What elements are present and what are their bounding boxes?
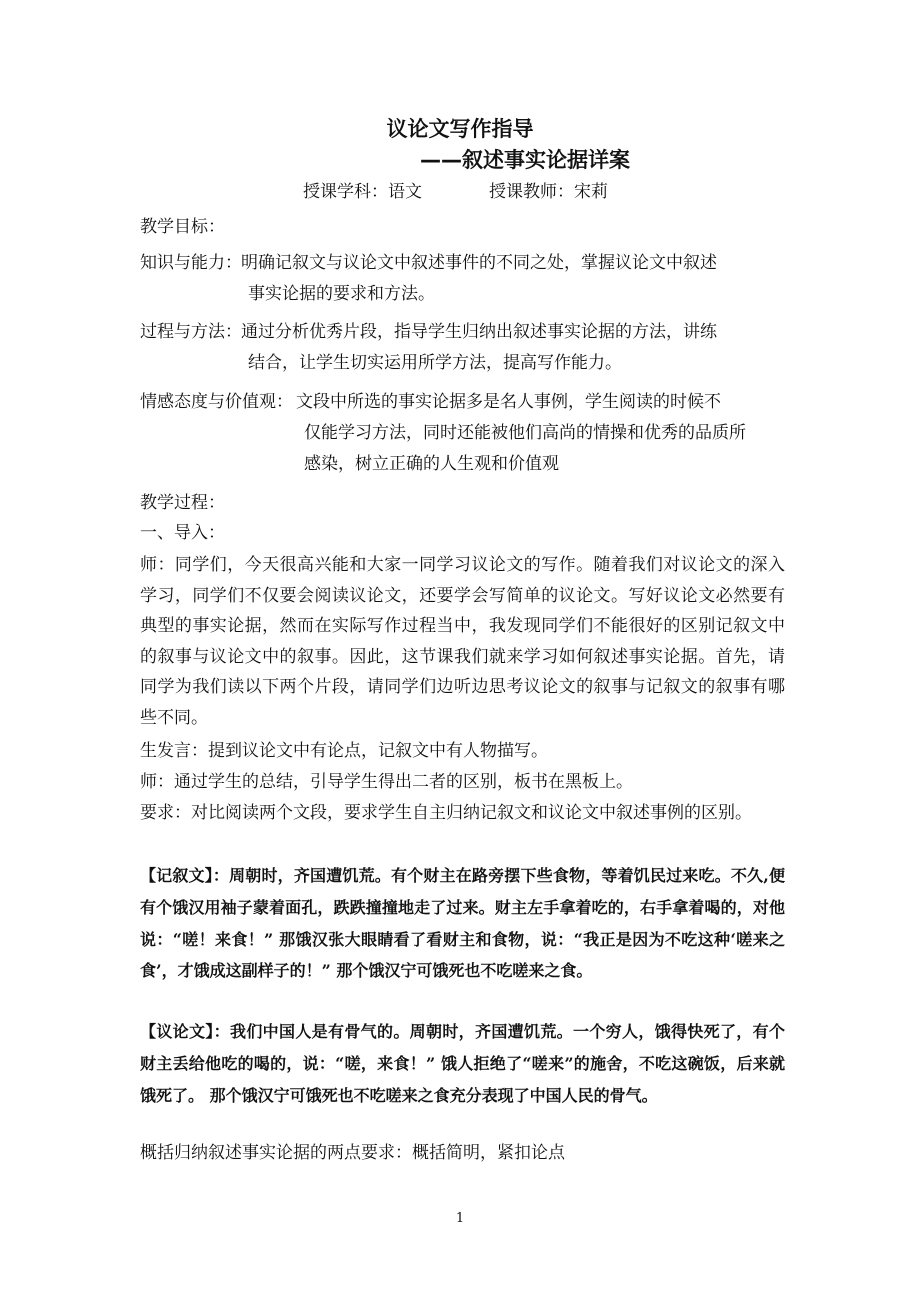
section-heading: 一、导入： bbox=[140, 523, 225, 543]
conclusion-line: 概括归纳叙述事实论据的两点要求：概括简明，紧扣论点 bbox=[140, 1143, 565, 1163]
subject-info: 授课学科：语文 bbox=[303, 182, 422, 202]
goal-line: 感染，树立正确的人生观和价值观 bbox=[304, 454, 559, 474]
goal-label: 知识与能力： bbox=[140, 253, 242, 273]
goal-label: 情感态度与价值观： bbox=[140, 392, 293, 412]
goal-line: 结合，让学生切实运用所学方法，提高写作能力。 bbox=[248, 353, 622, 373]
argument-text: 我们中国人是有骨气的。周朝时，齐国遭饥荒。一个穷人，饿得快死了，有个财主丢给他吃的喝的，说：“嗟，来食！” 饿人拒绝了“嗟来”的施舍，不吃这碗饭，后来就饿死了。 那个饿汉宁可饿死也不吃嗟来之食充分表现了中国人民的骨气。 bbox=[140, 1022, 785, 1105]
goal-line: 仅能学习方法，同时还能被他们高尚的情操和优秀的品质所 bbox=[304, 423, 746, 443]
teacher-summary: 师：通过学生的总结，引导学生得出二者的区别，板书在黑板上。 bbox=[140, 772, 633, 792]
teacher-intro-paragraph: 师：同学们，今天很高兴能和大家一同学习议论文的写作。随着我们对议论文的深入学习，同学们不仅要会阅读议论文，还要学会写简单的议论文。写好议论文必然要有典型的事实论据，然而在实际写作过程当中，我发现同学们不能很好的区别记叙文中的叙事与议论文中的叙事。因此，这节课我们就来学习如何叙述事实论据。首先，请同学为我们读以下两个片段，请同学们边听边思考议论文的叙事与记叙文的叙事有哪些不同。 bbox=[140, 555, 785, 728]
student-reply: 生发言：提到议论文中有论点，记叙文中有人物描写。 bbox=[140, 741, 548, 761]
document-subtitle: ——叙述事实论据详案 bbox=[420, 148, 630, 172]
argument-passage bbox=[140, 1016, 785, 1111]
goal-line: 明确记叙文与议论文中叙述事件的不同之处，掌握议论文中叙述 bbox=[241, 253, 717, 273]
argument-label: 【议论文】： bbox=[140, 1022, 230, 1041]
teacher-info: 授课教师：宋莉 bbox=[489, 182, 608, 202]
goal-line: 通过分析优秀片段，指导学生归纳出叙述事实论据的方法，讲练 bbox=[241, 322, 717, 342]
requirement-paragraph: 要求：对比阅读两个文段，要求学生自主归纳记叙文和议论文中叙述事例的区别。 bbox=[140, 803, 752, 823]
goals-heading: 教学目标： bbox=[140, 217, 225, 237]
document-title: 议论文写作指导 bbox=[386, 117, 534, 141]
narrative-label: 【记叙文】： bbox=[140, 866, 230, 885]
narrative-text: 周朝时，齐国遭饥荒。有个财主在路旁摆下些食物，等着饥民过来吃。不久,便有个饿汉用袖子蒙着面孔，跌跌撞撞地走了过来。财主左手拿着吃的，右手拿着喝的，对他说：“嗟！来食！” 那饿汉张大眼睛看了看财主和食物，说：“我正是因为不吃这种‘嗟来之食’，才饿成这副样子的！” 那个饿汉宁可饿死也不吃嗟来之食。 bbox=[140, 866, 785, 981]
goal-label: 过程与方法： bbox=[140, 322, 242, 342]
process-heading: 教学过程： bbox=[140, 493, 225, 513]
narrative-passage bbox=[140, 860, 785, 987]
page-number: 1 bbox=[455, 1211, 465, 1226]
goal-line: 事实论据的要求和方法。 bbox=[248, 284, 435, 304]
goal-line: 文段中所选的事实论据多是名人事例，学生阅读的时候不 bbox=[296, 392, 721, 412]
